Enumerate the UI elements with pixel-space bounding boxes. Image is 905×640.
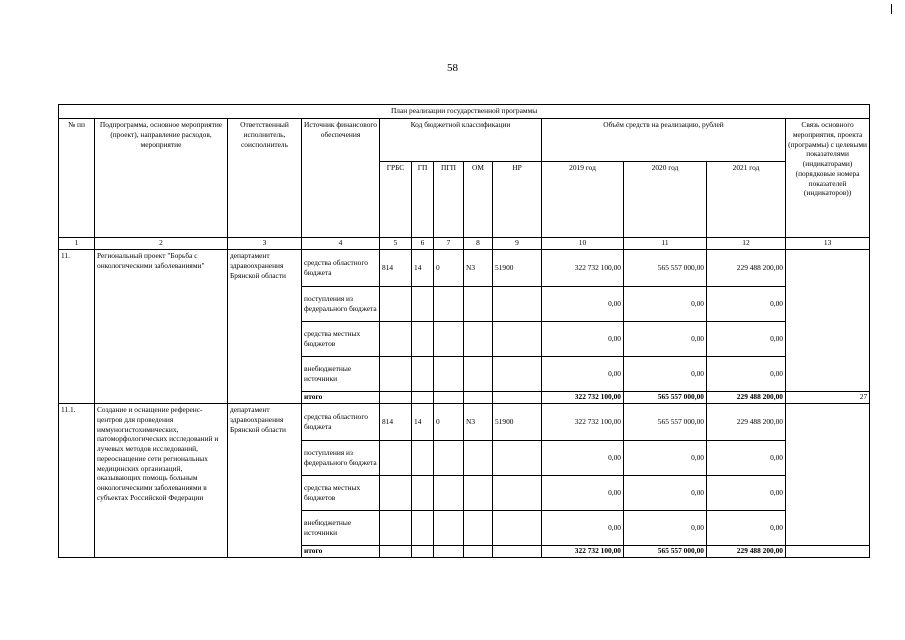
section-num: 11. (59, 250, 95, 404)
header-volume: Объём средств на реализацию, рублей (542, 119, 786, 162)
table-title: План реализации государственной программы (59, 105, 870, 119)
source-cell: внебюджетные источники (302, 357, 380, 392)
column-number: 10 (542, 238, 624, 250)
pgp-cell: 0 (434, 404, 464, 441)
value-2021: 229 488 200,00 (707, 250, 786, 287)
header-2021: 2021 год (707, 162, 786, 238)
source-cell: внебюджетные источники (302, 511, 380, 546)
header-pgp: ПГП (434, 162, 464, 238)
column-number: 8 (464, 238, 493, 250)
source-cell: поступления из федерального бюджета (302, 441, 380, 476)
value-2019: 0,00 (542, 441, 624, 476)
total-label: итого (302, 392, 380, 404)
section-num: 11.1. (59, 404, 95, 558)
source-cell: средства местных бюджетов (302, 476, 380, 511)
value-2020: 0,00 (624, 511, 707, 546)
value-2021: 0,00 (707, 511, 786, 546)
header-subprogram: Подпрограмма, основное мероприятие (проект), направление расходов, мероприятие (95, 119, 228, 238)
page-number: 58 (447, 62, 458, 74)
total-2020: 565 557 000,00 (624, 546, 707, 558)
column-number: 13 (786, 238, 870, 250)
value-2019: 0,00 (542, 287, 624, 322)
value-2021: 0,00 (707, 322, 786, 357)
column-number: 7 (434, 238, 464, 250)
column-numbers-row (59, 238, 870, 250)
total-2021: 229 488 200,00 (707, 392, 786, 404)
header-link: Связь основного мероприятия, проекта (программы) с целевыми показателями (индикаторами) (порядковые номера показателей (индикаторов)) (786, 119, 870, 238)
total-2019: 322 732 100,00 (542, 392, 624, 404)
nr-cell: 51900 (493, 404, 542, 441)
header-num: № пп (59, 119, 95, 238)
nr-cell: 51900 (493, 250, 542, 287)
total-2019: 322 732 100,00 (542, 546, 624, 558)
value-2021: 0,00 (707, 441, 786, 476)
column-number: 2 (95, 238, 228, 250)
plan-table (58, 104, 870, 558)
value-2019: 322 732 100,00 (542, 250, 624, 287)
value-2019: 0,00 (542, 357, 624, 392)
value-2020: 565 557 000,00 (624, 404, 707, 441)
column-number: 11 (624, 238, 707, 250)
value-2020: 0,00 (624, 287, 707, 322)
section-executor: департамент здравоохранения Брянской области (228, 250, 302, 404)
grbs-cell: 814 (380, 250, 412, 287)
header-gp: ГП (412, 162, 434, 238)
header-2020: 2020 год (624, 162, 707, 238)
column-number: 6 (412, 238, 434, 250)
value-2019: 322 732 100,00 (542, 404, 624, 441)
value-2020: 0,00 (624, 357, 707, 392)
total-link (786, 546, 870, 558)
section-executor: департамент здравоохранения Брянской области (228, 404, 302, 558)
value-2020: 0,00 (624, 441, 707, 476)
header-grbs: ГРБС (380, 162, 412, 238)
pgp-cell: 0 (434, 250, 464, 287)
table-row (59, 250, 870, 287)
value-2019: 0,00 (542, 476, 624, 511)
value-2021: 229 488 200,00 (707, 404, 786, 441)
column-number: 1 (59, 238, 95, 250)
section-name: Создание и оснащение референс-центров для проведения иммуногистохимических, патоморфологических исследований и лучевых методов исследований, переоснащение сети региональных медицинских организаций, оказывающих помощь больным онкологическими заболеваниями в субъектах Российской Федерации (95, 404, 228, 558)
column-number: 4 (302, 238, 380, 250)
om-cell: N3 (464, 250, 493, 287)
value-2021: 0,00 (707, 287, 786, 322)
value-2019: 0,00 (542, 322, 624, 357)
total-link: 27 (786, 392, 870, 404)
grbs-cell: 814 (380, 404, 412, 441)
gp-cell: 14 (412, 404, 434, 441)
link-cell (786, 250, 870, 392)
column-number: 3 (228, 238, 302, 250)
value-2020: 0,00 (624, 322, 707, 357)
header-executor: Ответственный исполнитель, соисполнитель (228, 119, 302, 238)
source-cell: поступления из федерального бюджета (302, 287, 380, 322)
value-2020: 565 557 000,00 (624, 250, 707, 287)
om-cell: N3 (464, 404, 493, 441)
value-2021: 0,00 (707, 357, 786, 392)
value-2021: 0,00 (707, 476, 786, 511)
table-row (59, 404, 870, 441)
header-source: Источник финансового обеспечения (302, 119, 380, 238)
value-2020: 0,00 (624, 476, 707, 511)
header-2019: 2019 год (542, 162, 624, 238)
corner-mark (891, 4, 892, 14)
column-number: 9 (493, 238, 542, 250)
column-number: 5 (380, 238, 412, 250)
total-2021: 229 488 200,00 (707, 546, 786, 558)
source-cell: средства областного бюджета (302, 250, 380, 287)
gp-cell: 14 (412, 250, 434, 287)
link-cell (786, 404, 870, 546)
source-cell: средства местных бюджетов (302, 322, 380, 357)
total-label: итого (302, 546, 380, 558)
header-nr: НР (493, 162, 542, 238)
source-cell: средства областного бюджета (302, 404, 380, 441)
value-2019: 0,00 (542, 511, 624, 546)
header-om: ОМ (464, 162, 493, 238)
total-2020: 565 557 000,00 (624, 392, 707, 404)
header-budget-code: Код бюджетной классификации (380, 119, 542, 162)
column-number: 12 (707, 238, 786, 250)
section-name: Региональный проект "Борьба с онкологическими заболеваниями" (95, 250, 228, 404)
